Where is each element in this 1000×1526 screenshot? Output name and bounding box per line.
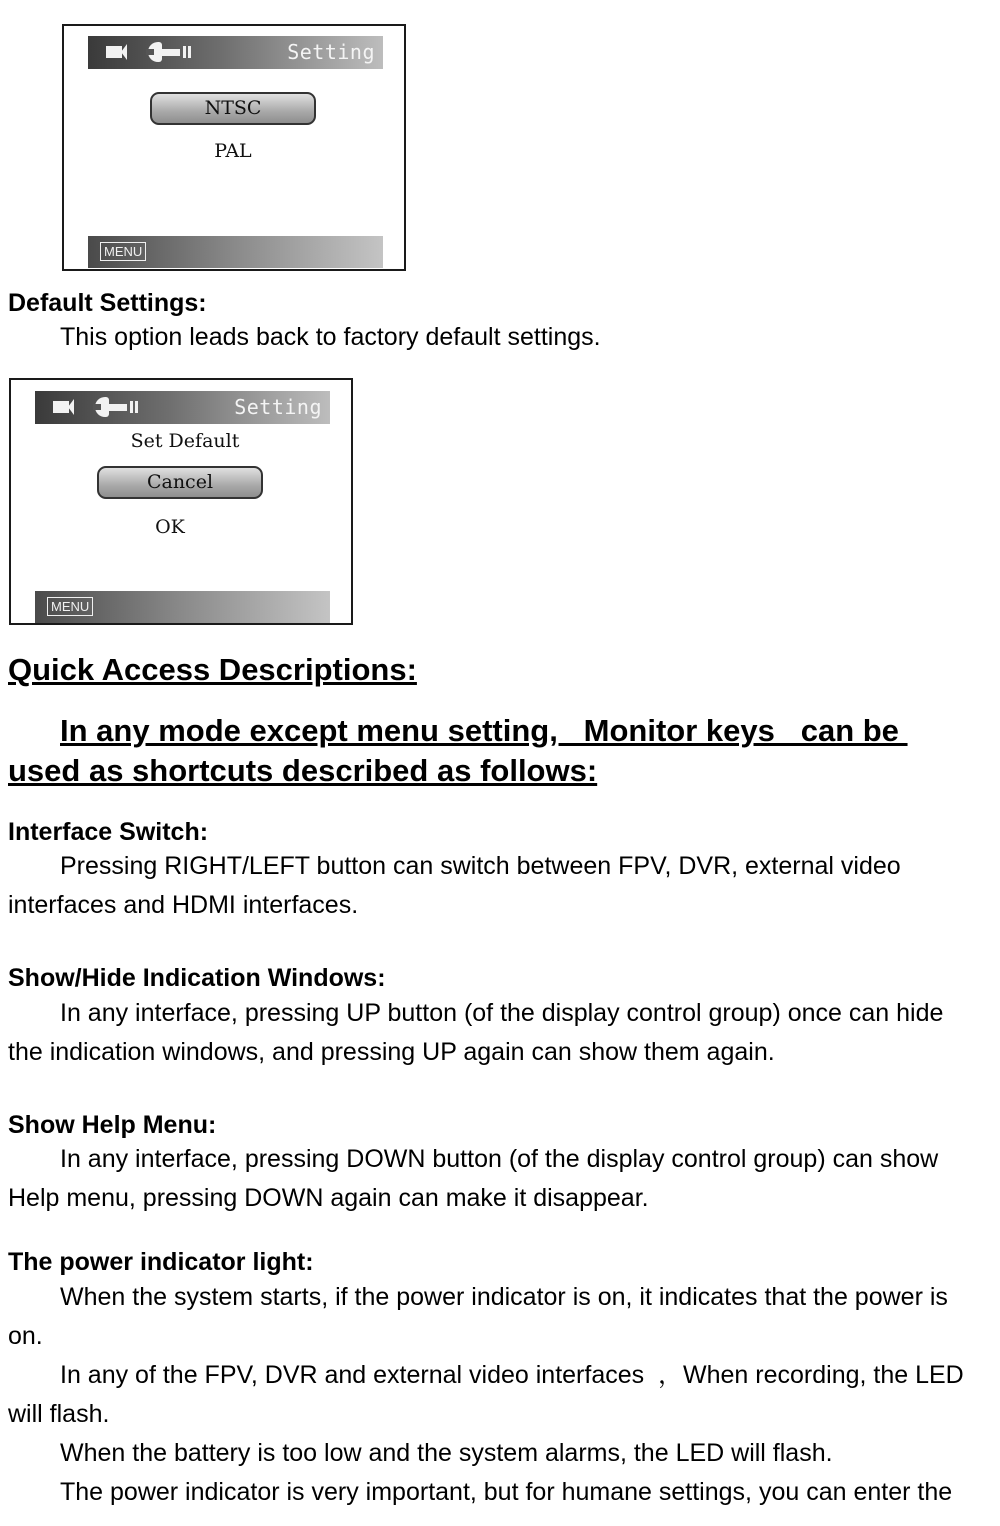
help-menu-heading: Show Help Menu: xyxy=(8,1111,217,1139)
show-hide-line1: In any interface, pressing UP button (of the display control group) once can hide xyxy=(60,999,944,1027)
option-cancel[interactable]: Cancel xyxy=(97,466,263,499)
wrench-icon xyxy=(148,42,194,64)
interface-switch-line2: interfaces and HDMI interfaces. xyxy=(8,891,359,919)
option-ntsc[interactable]: NTSC xyxy=(150,92,316,125)
screen-top-bar xyxy=(88,36,383,69)
help-menu-line1: In any interface, pressing DOWN button (of the display control group) can show xyxy=(60,1145,939,1173)
power-light-p2-line1: In any of the FPV, DVR and external video interfaces ，When recording, the LED xyxy=(60,1361,964,1389)
power-light-p1-line2: on. xyxy=(8,1322,43,1350)
default-settings-heading: Default Settings: xyxy=(8,289,207,317)
set-default-caption: Set Default xyxy=(130,430,240,452)
power-light-p1-line1: When the system starts, if the power indicator is on, it indicates that the power is xyxy=(60,1283,948,1311)
power-light-heading: The power indicator light: xyxy=(8,1248,314,1276)
screen-set-default xyxy=(9,378,353,625)
screen-title: Setting xyxy=(234,395,322,419)
camera-icon xyxy=(53,399,73,415)
option-pal[interactable]: PAL xyxy=(214,140,252,162)
camera-icon xyxy=(106,44,126,60)
screen-video-standard xyxy=(62,24,406,271)
power-light-p2-line2: will flash. xyxy=(8,1400,110,1428)
power-light-p3-line1: When the battery is too low and the system alarms, the LED will flash. xyxy=(60,1439,833,1467)
quick-access-heading: Quick Access Descriptions: xyxy=(8,652,417,687)
show-hide-heading: Show/Hide Indication Windows: xyxy=(8,964,386,992)
menu-button[interactable]: MENU xyxy=(47,597,93,616)
option-ok[interactable]: OK xyxy=(155,516,185,538)
power-light-p4-line1: The power indicator is very important, but for humane settings, you can enter the xyxy=(60,1478,953,1506)
show-hide-line2: the indication windows, and pressing UP again can show them again. xyxy=(8,1038,775,1066)
default-settings-body: This option leads back to factory default settings. xyxy=(60,323,601,351)
wrench-icon xyxy=(95,397,141,419)
menu-button[interactable]: MENU xyxy=(100,242,146,261)
interface-switch-heading: Interface Switch: xyxy=(8,818,209,846)
interface-switch-line1: Pressing RIGHT/LEFT button can switch between FPV, DVR, external video xyxy=(60,852,901,880)
screen-title: Setting xyxy=(287,40,375,64)
quick-access-intro-line2: used as shortcuts described as follows: xyxy=(8,753,598,788)
screen-top-bar xyxy=(35,391,330,424)
screen-bottom-bar xyxy=(35,591,330,623)
quick-access-intro-line1: In any mode except menu setting, Monitor keys can be xyxy=(60,713,908,748)
help-menu-line2: Help menu, pressing DOWN again can make it disappear. xyxy=(8,1184,649,1212)
screen-bottom-bar xyxy=(88,236,383,268)
